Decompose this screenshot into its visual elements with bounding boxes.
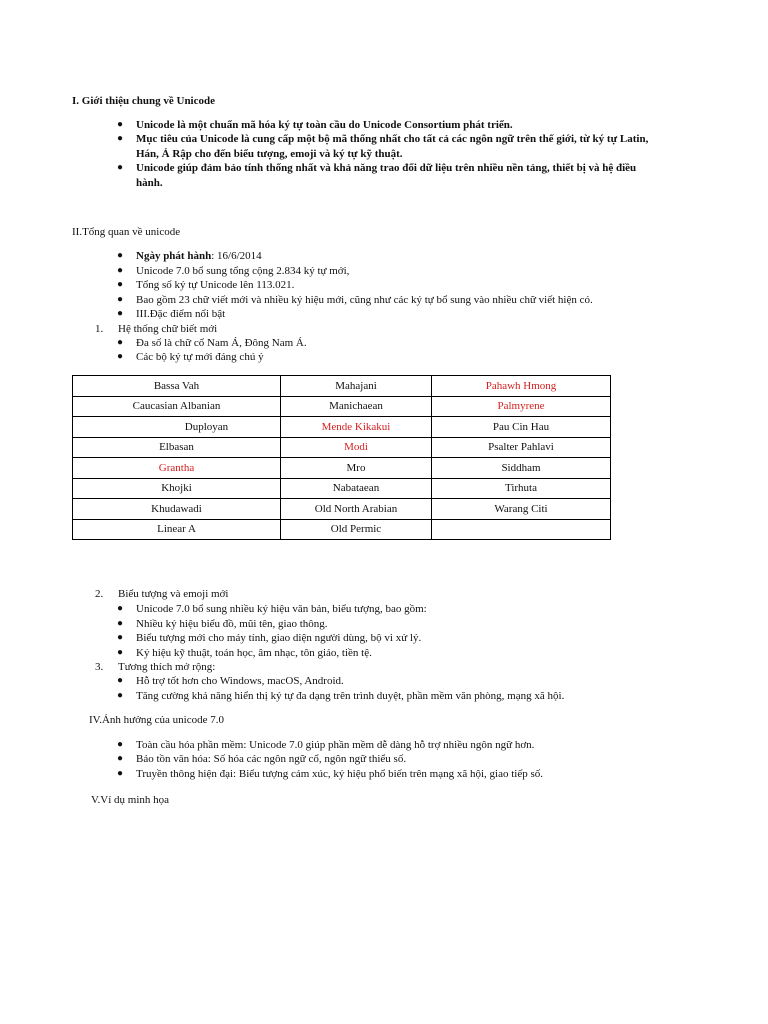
table-cell: Old North Arabian: [281, 499, 432, 520]
table-row: [73, 458, 611, 479]
bullet-icon: ●: [117, 603, 124, 614]
table-row: [73, 417, 611, 438]
section-5-heading: V.Ví dụ minh họa: [91, 794, 170, 806]
bullet-icon: ●: [117, 753, 124, 764]
bullet-icon: ●: [117, 618, 124, 629]
table-cell: Pahawh Hmong: [432, 376, 611, 397]
section-2-heading: II.Tổng quan về unicode: [72, 226, 181, 238]
item-2-bullet-4: Ký hiệu kỹ thuật, toán học, âm nhạc, tôn giáo, tiền tệ.: [136, 647, 372, 659]
table-cell: Tirhuta: [432, 478, 611, 499]
item-2-title: Biểu tượng và emoji mới: [118, 588, 229, 600]
bullet-icon: ●: [117, 351, 124, 362]
release-date-value: : 16/6/2014: [211, 250, 262, 262]
bullet-icon: ●: [117, 250, 124, 261]
bullet-icon: ●: [117, 690, 124, 701]
table-cell: Pau Cin Hau: [432, 417, 611, 438]
table-cell: [432, 519, 611, 540]
bullet-icon: ●: [117, 647, 124, 658]
item-1-title: Hệ thống chữ biết mới: [118, 323, 218, 335]
release-date-line: [136, 249, 262, 263]
section-1-heading: I. Giới thiệu chung về Unicode: [72, 95, 215, 107]
table-cell: Duployan: [73, 417, 281, 438]
item-2-bullet-3: Biểu tượng mới cho máy tính, giao diện người dùng, bộ vi xử lý.: [136, 632, 422, 644]
list-number: 2.: [95, 588, 104, 600]
table-cell: Linear A: [73, 519, 281, 540]
bullet-icon: ●: [117, 294, 124, 305]
section-1-bullet-3-cont: hành.: [136, 177, 163, 189]
table-cell: Khudawadi: [73, 499, 281, 520]
table-row: [73, 396, 611, 417]
section-2-bullet-1: Unicode 7.0 bổ sung tổng cộng 2.834 ký tự mới,: [136, 265, 350, 277]
section-2-bullet-3: Bao gồm 23 chữ viết mới và nhiều ký hiệu mới, cũng như các ký tự bổ sung vào nhiều chữ viết hiện có.: [136, 294, 593, 306]
bullet-icon: ●: [117, 675, 124, 686]
section-2-bullet-2: Tổng số ký tự Unicode lên 113.021.: [136, 279, 295, 291]
table-cell: Elbasan: [73, 437, 281, 458]
table-cell: Bassa Vah: [73, 376, 281, 397]
table-row: [73, 376, 611, 397]
section-1-bullet-2: Mục tiêu của Unicode là cung cấp một bộ mã thống nhất cho tất cả các ngôn ngữ trên thế giới, từ ký tự Latin,: [136, 133, 649, 145]
table-cell: Nabataean: [281, 478, 432, 499]
bullet-icon: ●: [117, 162, 124, 173]
item-2-bullet-2: Nhiều ký hiệu biểu đồ, mũi tên, giao thông.: [136, 618, 328, 630]
table-cell: Modi: [281, 437, 432, 458]
table-cell: Khojki: [73, 478, 281, 499]
table-row: [73, 519, 611, 540]
table-cell: Mahajani: [281, 376, 432, 397]
table-row: [73, 437, 611, 458]
table-cell: Caucasian Albanian: [73, 396, 281, 417]
section-3-heading: III.Đặc điểm nổi bật: [136, 308, 226, 320]
bullet-icon: ●: [117, 119, 124, 130]
bullet-icon: ●: [117, 337, 124, 348]
new-scripts-table: [72, 375, 611, 540]
table-cell: Psalter Pahlavi: [432, 437, 611, 458]
table-cell: Grantha: [73, 458, 281, 479]
table-row: [73, 499, 611, 520]
bullet-icon: ●: [117, 739, 124, 750]
table-cell: Old Permic: [281, 519, 432, 540]
bullet-icon: ●: [117, 279, 124, 290]
bullet-icon: ●: [117, 265, 124, 276]
section-4-bullet-3: Truyền thông hiện đại: Biểu tượng cảm xúc, ký hiệu phổ biến trên mạng xã hội, giao tiếp số.: [136, 768, 543, 780]
item-3-bullet-2: Tăng cường khả năng hiển thị ký tự đa dạng trên trình duyệt, phần mềm văn phòng, mạng xã hội.: [136, 690, 565, 702]
list-number: 3.: [95, 661, 104, 673]
list-number: 1.: [95, 323, 104, 335]
section-1-bullet-1: Unicode là một chuẩn mã hóa ký tự toàn cầu do Unicode Consortium phát triển.: [136, 119, 513, 131]
section-4-bullet-1: Toàn cầu hóa phần mềm: Unicode 7.0 giúp phần mềm dễ dàng hỗ trợ nhiều ngôn ngữ hơn.: [136, 739, 535, 751]
section-1-bullet-2-cont: Hán, Ả Rập cho đến biểu tượng, emoji và ký tự kỹ thuật.: [136, 148, 403, 160]
section-4-heading: IV.Ảnh hưởng của unicode 7.0: [89, 714, 224, 726]
bullet-icon: ●: [117, 308, 124, 319]
bullet-icon: ●: [117, 632, 124, 643]
item-2-bullet-1: Unicode 7.0 bổ sung nhiều ký hiệu văn bản, biểu tượng, bao gồm:: [136, 603, 427, 615]
table-cell: Manichaean: [281, 396, 432, 417]
table-row: [73, 478, 611, 499]
section-4-bullet-2: Bảo tồn văn hóa: Số hóa các ngôn ngữ cổ, ngôn ngữ thiểu số.: [136, 753, 407, 765]
table-cell: Mende Kikakui: [281, 417, 432, 438]
section-1-bullet-3: Unicode giúp đảm bảo tính thống nhất và khả năng trao đổi dữ liệu trên nhiều nền tảng, thiết bị và hệ điều: [136, 162, 637, 174]
item-3-bullet-1: Hỗ trợ tốt hơn cho Windows, macOS, Android.: [136, 675, 344, 687]
table-cell: Siddham: [432, 458, 611, 479]
item-3-title: Tương thích mở rộng:: [118, 661, 216, 673]
table-cell: Mro: [281, 458, 432, 479]
bullet-icon: ●: [117, 133, 124, 144]
table-cell: Warang Citi: [432, 499, 611, 520]
item-1-bullet-1: Đa số là chữ cổ Nam Á, Đông Nam Á.: [136, 337, 307, 349]
bullet-icon: ●: [117, 768, 124, 779]
release-date-label: Ngày phát hành: [136, 250, 212, 262]
table-cell: Palmyrene: [432, 396, 611, 417]
item-1-bullet-2: Các bộ ký tự mới đáng chú ý: [136, 351, 264, 363]
